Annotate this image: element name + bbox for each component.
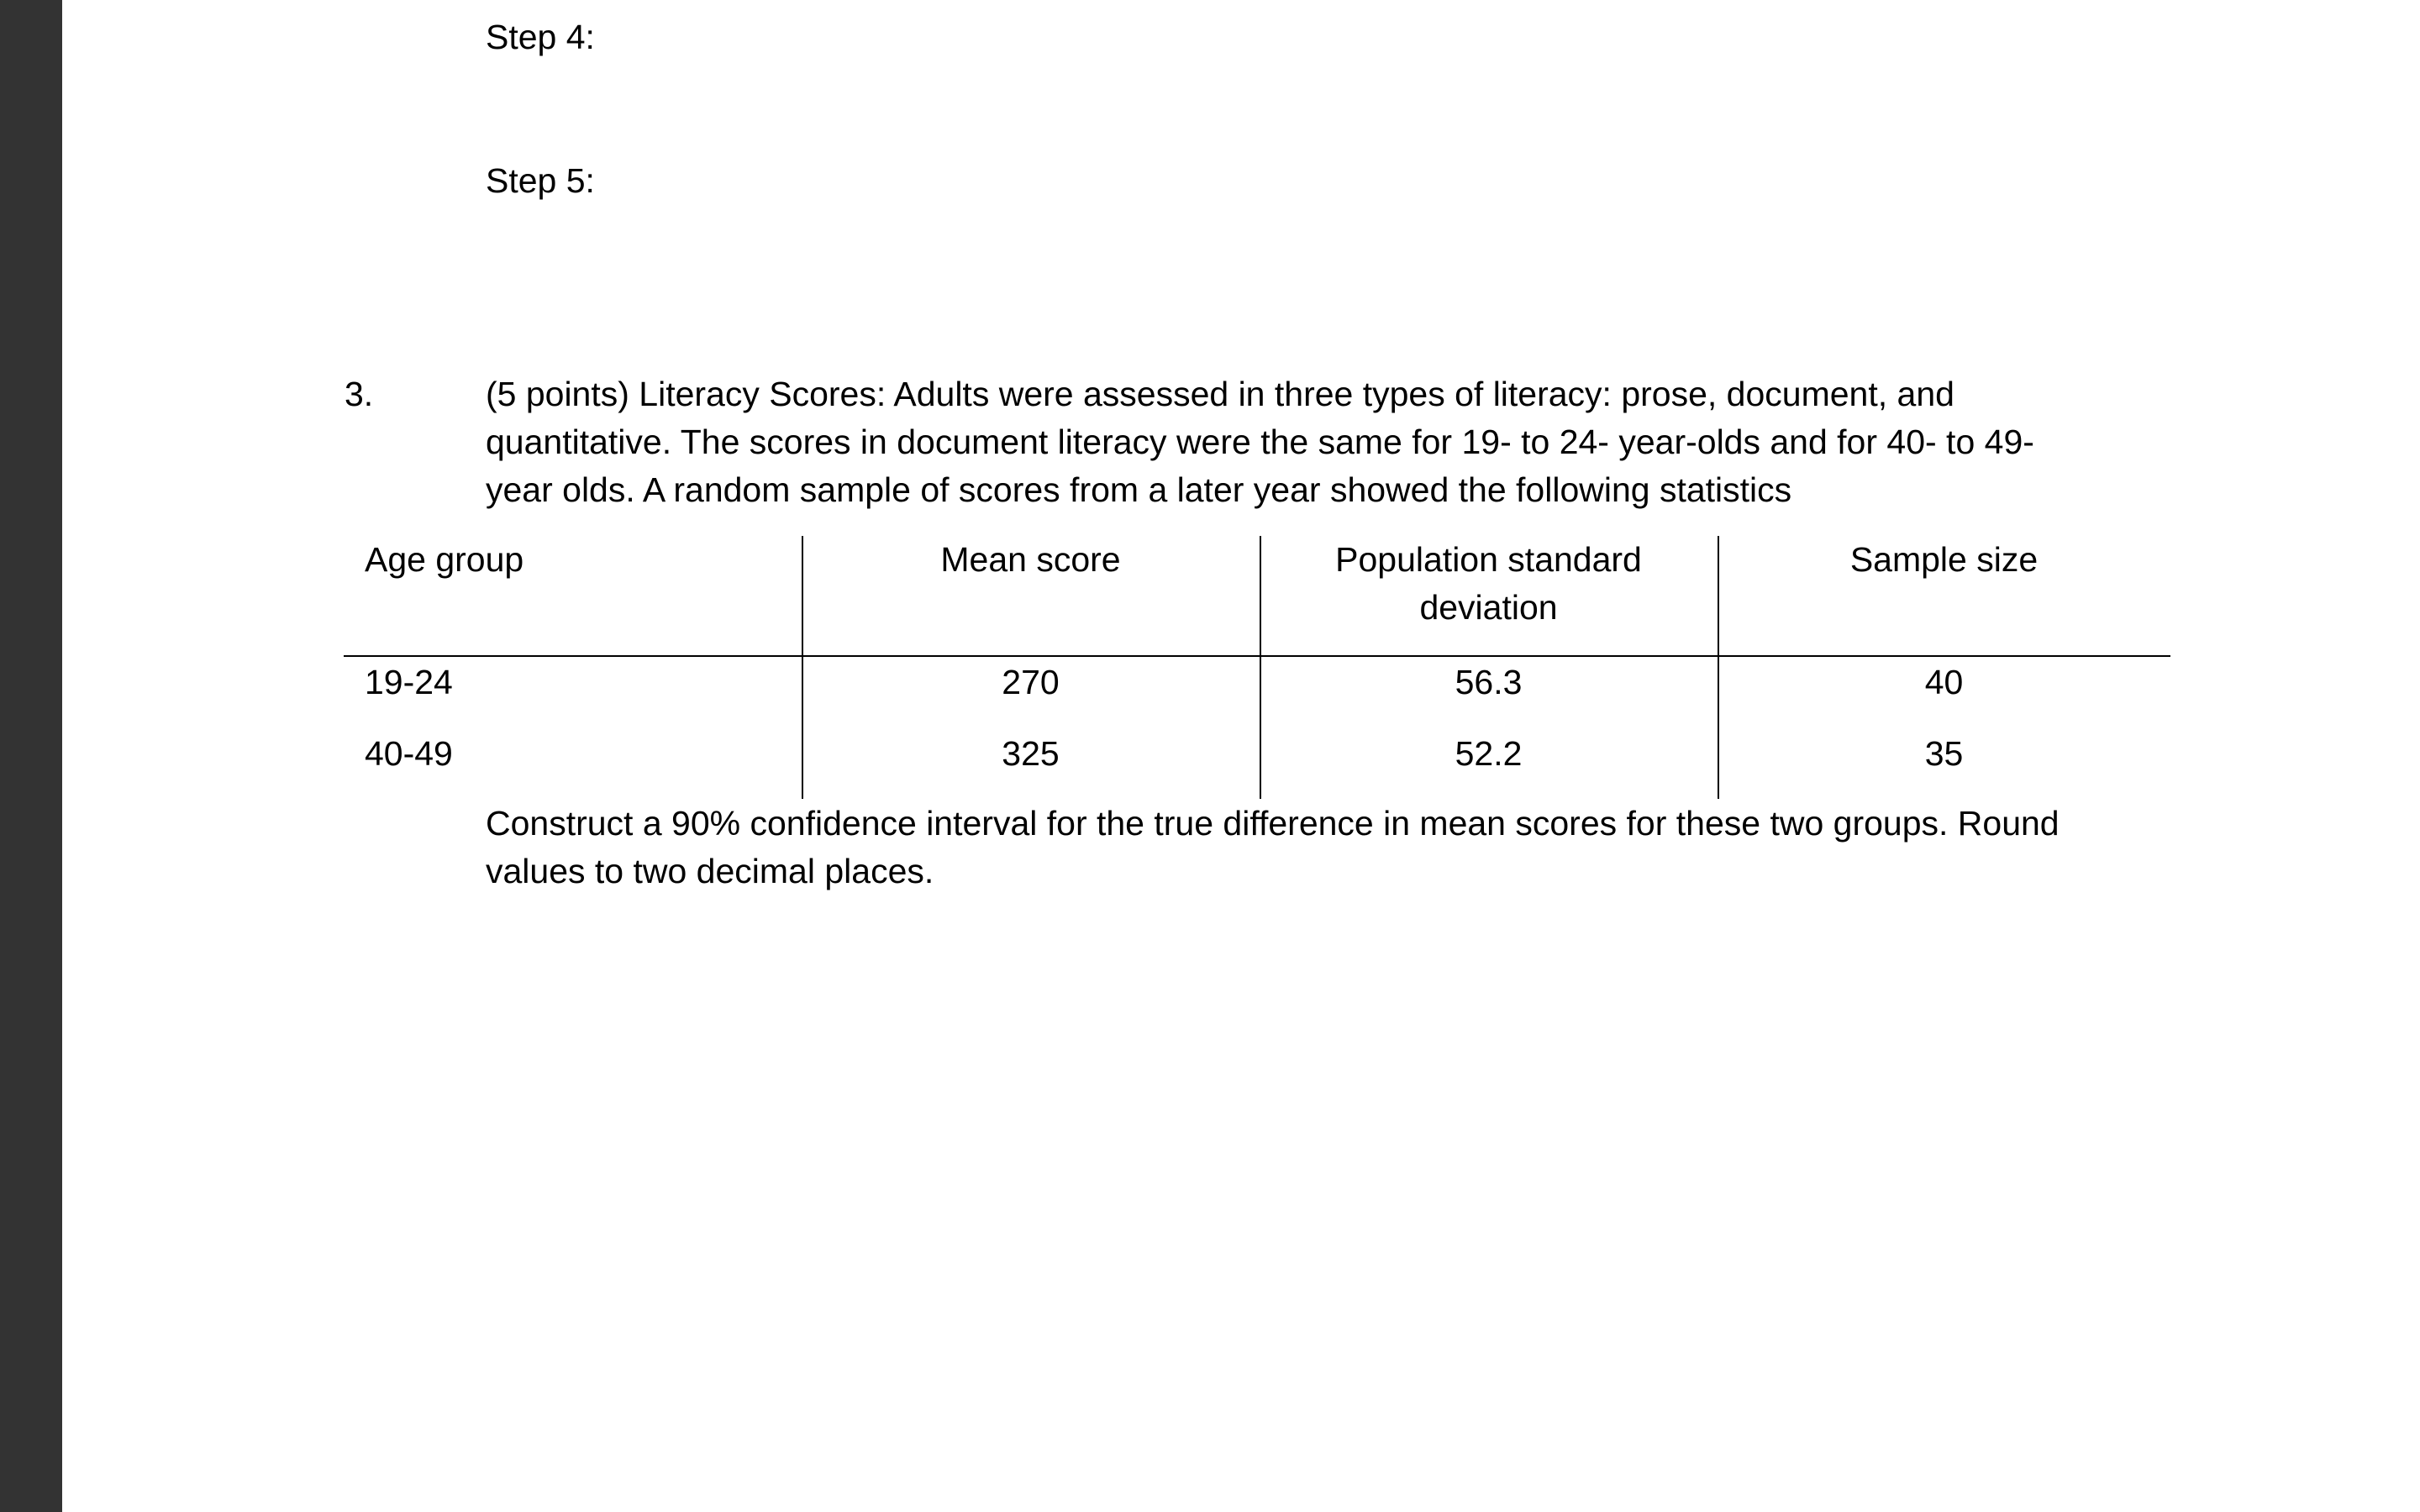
question-line-1: (5 points) Literacy Scores: Adults were assessed in three types of literacy: prose, document, and xyxy=(486,375,1954,413)
header-mean-score: Mean score xyxy=(940,540,1121,579)
row-2-age-group: 40-49 xyxy=(365,734,453,773)
step-5-label: Step 5: xyxy=(486,161,595,200)
statistics-table xyxy=(344,536,2170,799)
row-2-population-sd: 52.2 xyxy=(1455,734,1523,773)
document-page xyxy=(62,0,2420,1512)
row-1-mean-score: 270 xyxy=(1002,663,1060,701)
question-line-3: year olds. A random sample of scores from a later year showed the following statistics xyxy=(486,470,1792,509)
step-4-label: Step 4: xyxy=(486,18,595,56)
row-2-sample-size: 35 xyxy=(1924,734,1964,773)
header-population-sd-line-2: deviation xyxy=(1419,588,1558,627)
row-1-age-group: 19-24 xyxy=(365,663,453,701)
instruction-line-2: values to two decimal places. xyxy=(486,852,934,890)
left-sidebar-bar xyxy=(0,0,62,1512)
header-population-sd-line-1: Population standard xyxy=(1335,540,1642,579)
header-sample-size: Sample size xyxy=(1849,540,2039,579)
instruction-line-1: Construct a 90% confidence interval for the true difference in mean scores for these two groups. Round xyxy=(486,804,2060,843)
instruction-text xyxy=(486,800,2301,895)
table-header-rule xyxy=(344,655,2170,657)
question-text xyxy=(486,370,2267,514)
header-population-sd xyxy=(1260,536,1718,632)
question-line-2: quantitative. The scores in document literacy were the same for 19- to 24- year-olds and for 40- to 49- xyxy=(486,423,2034,461)
question-number: 3. xyxy=(345,375,374,413)
header-age-group: Age group xyxy=(365,540,524,579)
row-2-mean-score: 325 xyxy=(1002,734,1060,773)
row-1-population-sd: 56.3 xyxy=(1455,663,1523,701)
row-1-sample-size: 40 xyxy=(1924,663,1964,701)
